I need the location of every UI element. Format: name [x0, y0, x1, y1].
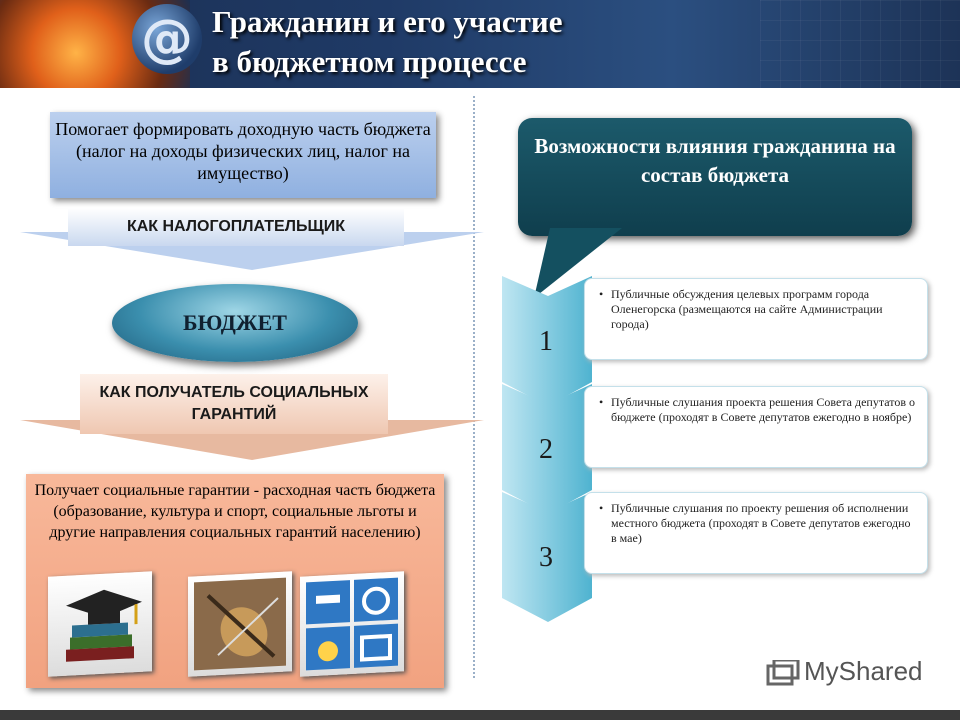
taxpayer-label: КАК НАЛОГОПЛАТЕЛЬЩИК	[68, 208, 404, 246]
step-number: 3	[539, 542, 553, 573]
header-banner	[0, 0, 960, 88]
violin-icon	[188, 571, 292, 676]
taxpayer-description: Помогает формировать доходную часть бюджета (налог на доходы физических лиц, налог на имущество)	[50, 112, 436, 198]
recipient-label: КАК ПОЛУЧАТЕЛЬ СОЦИАЛЬНЫХ ГАРАНТИЙ	[80, 374, 388, 434]
step-1-card	[584, 278, 928, 360]
header-grid-decoration	[760, 0, 960, 88]
education-icon	[48, 571, 152, 676]
step-text: Публичные слушания проекта решения Совета депутатов о бюджете (проходят в Совете депутатов ежегодно в ноябре)	[611, 395, 916, 424]
bullet-icon: •	[599, 501, 604, 515]
recipient-text: Получает социальные гарантии - расходная часть бюджета (образование, культура и спорт, социальные льготы и другие направления социальных гарантий населению)	[34, 482, 436, 541]
myshared-logo-icon	[766, 660, 800, 690]
step-number: 1	[539, 326, 553, 357]
step-number: 2	[539, 434, 553, 465]
title-line-1: Гражданин и его участие	[212, 4, 563, 39]
utilities-icon	[300, 571, 404, 676]
step-3-card	[584, 492, 928, 574]
footer-bar	[0, 710, 960, 720]
title-line-2: в бюджетном процессе	[212, 44, 527, 79]
step-text: Публичные слушания по проекту решения об исполнении местного бюджета (проходят в Совете депутатов ежегодно в мае)	[611, 501, 911, 545]
myshared-logo-text[interactable]: MyShared	[804, 656, 923, 686]
bullet-icon: •	[599, 395, 604, 409]
column-divider	[473, 96, 475, 678]
influence-callout: Возможности влияния гражданина на состав бюджета	[518, 118, 912, 236]
step-text: Публичные обсуждения целевых программ города Оленегорска (размещаются на сайте Администрации города)	[611, 287, 883, 331]
at-icon: @	[132, 4, 202, 74]
bullet-icon: •	[599, 287, 604, 301]
page-title	[212, 2, 563, 82]
step-3-number-box	[500, 492, 592, 620]
step-2-card	[584, 386, 928, 468]
budget-ellipse: БЮДЖЕТ	[112, 284, 358, 362]
